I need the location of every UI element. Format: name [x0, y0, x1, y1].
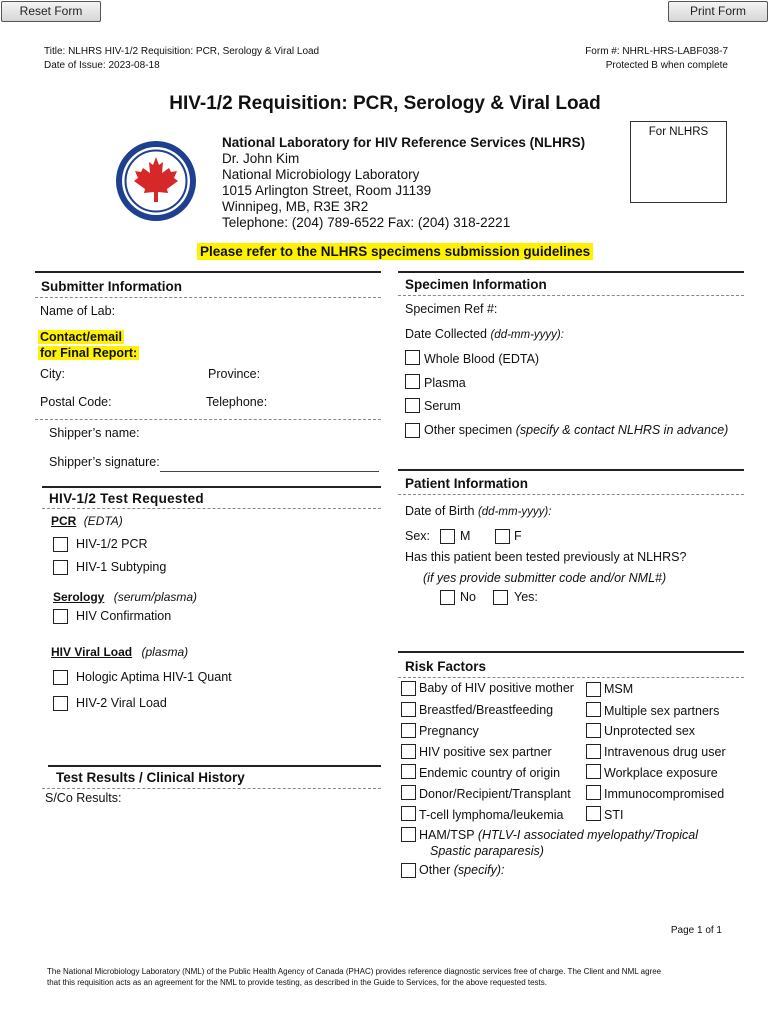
hiv-pcr-label: HIV-1/2 PCR: [76, 537, 148, 551]
results-head-rule: [42, 788, 381, 789]
postal-code-field[interactable]: Postal Code:: [40, 395, 112, 409]
risk-left-label: Breastfed/Breastfeeding: [419, 703, 554, 717]
dob-field[interactable]: [405, 504, 551, 518]
date-of-issue: Date of Issue: 2023-08-18: [44, 60, 160, 71]
risk-other-label: [419, 863, 504, 877]
serum-checkbox[interactable]: [405, 398, 420, 413]
specimen-top-rule: [398, 271, 744, 273]
risk-left-label: Baby of HIV positive mother: [419, 681, 574, 695]
sex-m-checkbox[interactable]: [440, 529, 455, 544]
whole-blood-label: Whole Blood (EDTA): [424, 352, 540, 366]
telephone-field[interactable]: Telephone:: [206, 395, 268, 409]
tests-head-rule: [42, 508, 381, 509]
date-collected-label: Date Collected: [405, 327, 491, 341]
submitter-mid-rule: [35, 419, 381, 420]
viral-load-label: HIV Viral Load: [51, 645, 133, 659]
ham-tsp-checkbox[interactable]: [401, 827, 416, 842]
risk-right-label: Immunocompromised: [604, 787, 725, 801]
lab-org: National Microbiology Laboratory: [222, 167, 420, 182]
patient-head-rule: [398, 494, 744, 495]
ham-tsp-hint-1: (HTLV-I associated myelopathy/Tropical: [477, 828, 699, 842]
viral-load-note: (plasma): [141, 645, 189, 659]
risk-left-label: Pregnancy: [419, 724, 479, 738]
lab-name-field[interactable]: Name of Lab:: [40, 304, 116, 318]
hiv2-viral-load-label: HIV-2 Viral Load: [76, 696, 167, 710]
hiv-subtyping-label: HIV-1 Subtyping: [76, 560, 167, 574]
specimen-heading: Specimen Information: [405, 277, 547, 292]
date-collected-field[interactable]: [405, 327, 564, 341]
shipper-name-field[interactable]: Shipper’s name:: [49, 426, 140, 440]
ham-tsp-label: [419, 828, 698, 842]
sex-f-checkbox[interactable]: [495, 529, 510, 544]
risk-heading: Risk Factors: [405, 659, 487, 674]
sex-f-label: F: [514, 529, 522, 543]
risk-left-checkbox[interactable]: [401, 785, 416, 800]
city-field[interactable]: City:: [40, 367, 65, 381]
patient-heading: Patient Information: [405, 476, 529, 491]
for-nlhrs-label: For NLHRS: [648, 126, 709, 138]
form-number: Form #: NHRL-HRS-LABF038-7: [585, 46, 728, 57]
hiv-confirmation-checkbox[interactable]: [53, 609, 68, 624]
sco-results-field[interactable]: S/Co Results:: [45, 791, 122, 805]
dob-label: Date of Birth: [405, 504, 478, 518]
hiv-confirmation-label: HIV Confirmation: [76, 609, 172, 623]
pcr-note: (EDTA): [83, 514, 123, 528]
risk-left-label: HIV positive sex partner: [419, 745, 552, 759]
tested-no-checkbox[interactable]: [440, 590, 455, 605]
ham-tsp-hint-2: Spastic paraparesis): [430, 844, 544, 858]
risk-right-checkbox[interactable]: [586, 764, 601, 779]
dob-hint: (dd-mm-yyyy):: [477, 506, 552, 518]
risk-right-label: Unprotected sex: [604, 724, 696, 738]
risk-other-hint: (specify):: [453, 863, 505, 877]
contact-email-label-1[interactable]: Contact/email: [40, 330, 122, 344]
footer-disclaimer-1: The National Microbiology Laboratory (NML) of the Public Health Agency of Canada (PHAC) provides reference diagnostic services free of charge. The Client and NML agree: [47, 967, 662, 976]
results-top-rule: [48, 765, 381, 767]
risk-left-label: Donor/Recipient/Transplant: [419, 787, 571, 801]
lab-phone: Telephone: (204) 789-6522 Fax: (204) 318-2221: [222, 215, 511, 230]
tested-yes-label: Yes:: [514, 590, 538, 604]
nml-logo-icon: [115, 140, 197, 222]
risk-left-checkbox[interactable]: [401, 702, 416, 717]
tested-yes-checkbox[interactable]: [493, 590, 508, 605]
other-specimen-hint: (specify & contact NLHRS in advance): [515, 423, 729, 437]
tests-heading: HIV-1/2 Test Requested: [49, 491, 204, 506]
risk-left-checkbox[interactable]: [401, 723, 416, 738]
risk-right-checkbox[interactable]: [586, 806, 601, 821]
risk-right-label: Workplace exposure: [604, 766, 718, 780]
risk-right-label: Intravenous drug user: [604, 745, 726, 759]
page-number: Page 1 of 1: [670, 925, 722, 936]
form-title-line: Title: NLHRS HIV-1/2 Requisition: PCR, Serology & Viral Load: [44, 46, 320, 57]
plasma-label: Plasma: [424, 376, 466, 390]
protected-notice: Protected B when complete: [605, 60, 728, 71]
print-form-button[interactable]: Print Form: [668, 1, 768, 22]
pcr-label: PCR: [51, 514, 77, 528]
risk-right-checkbox[interactable]: [586, 702, 601, 717]
other-specimen-checkbox[interactable]: [405, 423, 420, 438]
tests-top-rule: [42, 486, 381, 488]
patient-top-rule: [398, 469, 744, 471]
submitter-head-rule: [35, 297, 381, 298]
reset-form-button[interactable]: Reset Form: [1, 1, 101, 22]
risk-right-checkbox[interactable]: [586, 785, 601, 800]
lab-contact: Dr. John Kim: [222, 151, 300, 166]
serology-note: (serum/plasma): [113, 590, 198, 604]
specimen-ref-field[interactable]: Specimen Ref #:: [405, 302, 498, 316]
hiv-pcr-checkbox[interactable]: [53, 537, 68, 552]
submitter-heading: Submitter Information: [41, 279, 182, 294]
serology-label: Serology: [53, 590, 105, 604]
plasma-checkbox[interactable]: [405, 374, 420, 389]
footer-disclaimer-2: that this requisition acts as an agreement for the NML to provide testing, as described in the Guide to Services, for the above requested tests.: [47, 978, 547, 987]
for-nlhrs-box: [630, 121, 727, 203]
results-heading: Test Results / Clinical History: [56, 770, 245, 785]
serum-label: Serum: [424, 399, 461, 413]
hiv-subtyping-checkbox[interactable]: [53, 560, 68, 575]
serology-heading: [53, 590, 197, 604]
risk-head-rule: [398, 677, 744, 678]
viral-load-heading: [51, 645, 188, 659]
aptima-quant-label: Hologic Aptima HIV-1 Quant: [76, 670, 232, 684]
hiv2-viral-load-checkbox[interactable]: [53, 696, 68, 711]
risk-right-label: STI: [604, 808, 624, 822]
lab-name: National Laboratory for HIV Reference Services (NLHRS): [222, 135, 586, 150]
sex-m-label: M: [460, 529, 471, 543]
specimen-head-rule: [398, 295, 744, 296]
risk-right-checkbox[interactable]: [586, 682, 601, 697]
other-specimen-text: Other specimen: [424, 423, 516, 437]
risk-right-label: MSM: [604, 682, 634, 696]
risk-right-label: Multiple sex partners: [604, 704, 720, 718]
risk-left-checkbox[interactable]: [401, 806, 416, 821]
sex-label: Sex:: [405, 529, 431, 543]
risk-left-label: T-cell lymphoma/leukemia: [419, 808, 564, 822]
risk-left-label: Endemic country of origin: [419, 766, 561, 780]
signature-line: [160, 471, 379, 472]
province-field[interactable]: Province:: [208, 367, 261, 381]
date-collected-hint: (dd-mm-yyyy):: [490, 329, 564, 341]
risk-top-rule: [398, 651, 744, 653]
aptima-quant-checkbox[interactable]: [53, 670, 68, 685]
tested-previously-question: Has this patient been tested previously at NLHRS?: [405, 550, 687, 564]
other-specimen-label: [424, 423, 728, 437]
risk-left-checkbox[interactable]: [401, 764, 416, 779]
guidelines-notice: Please refer to the NLHRS specimens submission guidelines: [197, 243, 593, 260]
tested-no-label: No: [460, 590, 476, 604]
shipper-signature-field[interactable]: Shipper’s signature:: [49, 455, 160, 469]
whole-blood-checkbox[interactable]: [405, 350, 420, 365]
lab-address: 1015 Arlington Street, Room J1139: [222, 183, 432, 198]
ham-tsp-text: HAM/TSP: [419, 828, 478, 842]
risk-other-text: Other: [419, 863, 454, 877]
risk-left-checkbox[interactable]: [401, 744, 416, 759]
submitter-top-rule: [35, 271, 381, 273]
tested-previously-hint: (if yes provide submitter code and/or NML#): [423, 571, 667, 585]
risk-right-checkbox[interactable]: [586, 744, 601, 759]
page-title: HIV-1/2 Requisition: PCR, Serology & Viral Load: [169, 93, 601, 114]
risk-left-checkbox[interactable]: [401, 681, 416, 696]
risk-other-checkbox[interactable]: [401, 863, 416, 878]
lab-city: Winnipeg, MB, R3E 3R2: [222, 199, 369, 214]
risk-right-checkbox[interactable]: [586, 723, 601, 738]
pcr-heading: [51, 514, 123, 528]
contact-email-label-2[interactable]: for Final Report:: [40, 346, 138, 360]
